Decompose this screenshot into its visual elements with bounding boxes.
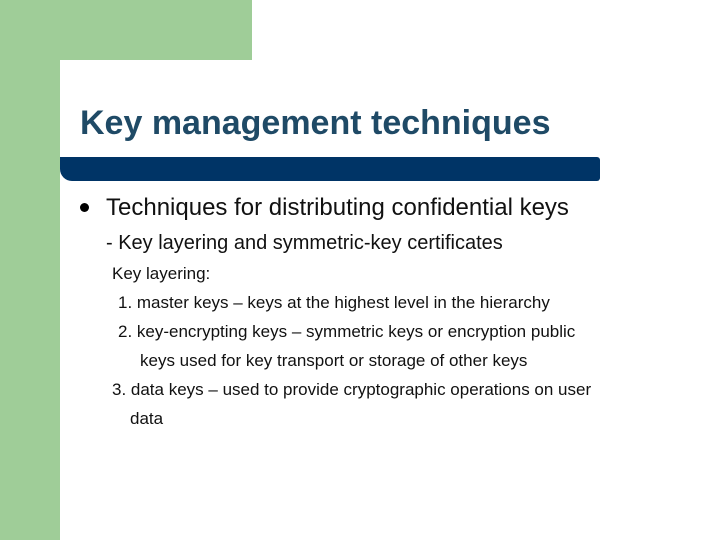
- list-item-data-keys: 3. data keys – used to provide cryptographic operations on user: [112, 380, 592, 399]
- list-item-key-encrypting-keys: 2. key-encrypting keys – symmetric keys or encryption public: [118, 322, 576, 341]
- key-layering-heading: Key layering:: [112, 264, 211, 283]
- slide-title: Key management techniques: [80, 104, 551, 142]
- main-bullet-text: Techniques for distributing confidential keys: [106, 194, 569, 221]
- list-item-key-encrypting-keys-continued: keys used for key transport or storage of other keys: [140, 351, 528, 370]
- sub-bullet-text: - Key layering and symmetric-key certificates: [106, 232, 503, 254]
- title-underline-bar: [60, 157, 600, 181]
- list-item-master-keys: 1. master keys – keys at the highest level in the hierarchy: [118, 293, 550, 312]
- decorative-green-header-block: [0, 0, 252, 60]
- list-item-data-keys-continued: data: [130, 409, 164, 428]
- bullet-dot-icon: [80, 203, 89, 212]
- decorative-green-sidebar: [0, 0, 60, 540]
